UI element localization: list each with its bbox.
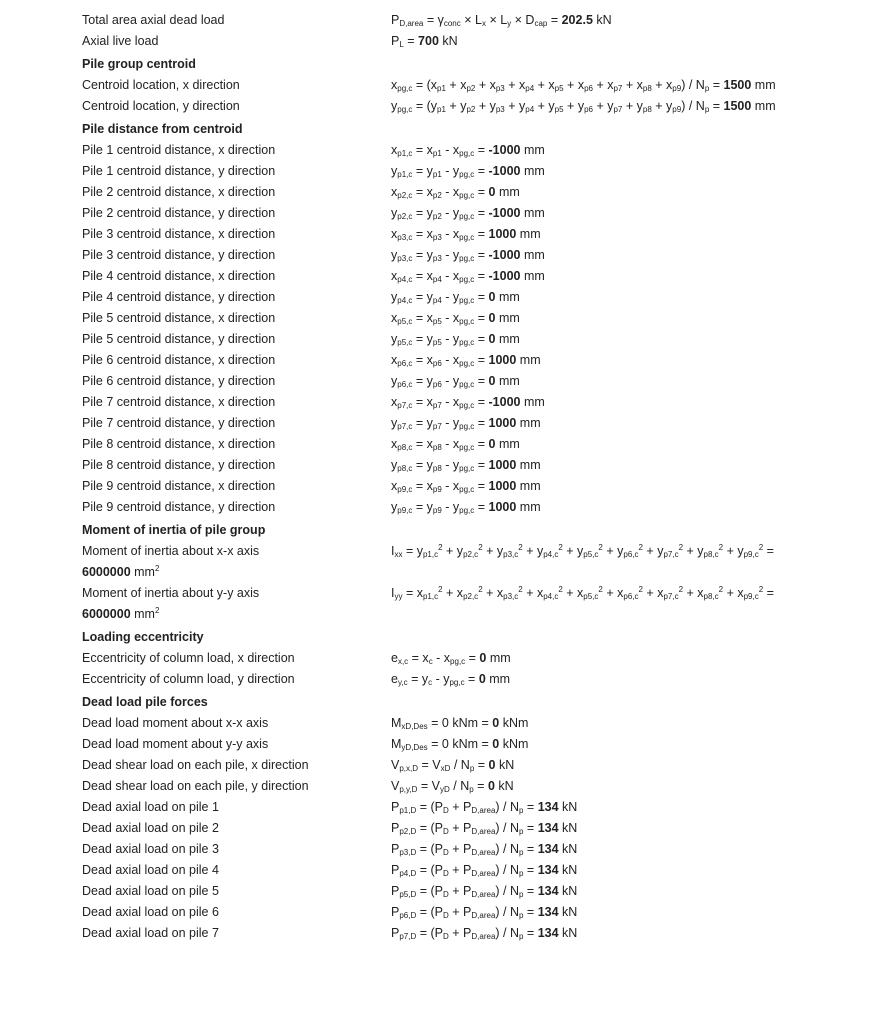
- calc-row: [0, 245, 888, 266]
- row-formula: $P_{p7,D} = (P_D + P_{D,area}) / N_p = 134$ kN: [391, 926, 578, 941]
- row-formula: $P_{p4,D} = (P_D + P_{D,area}) / N_p = 134$ kN: [391, 863, 578, 878]
- result-continuation: [0, 604, 888, 625]
- section-title: Pile group centroid: [82, 57, 196, 71]
- row-formula: $e_{x,c} = x_c - x_{pg,c} = 0$ mm: [391, 651, 511, 666]
- row-formula: $y_{p4,c} = y_{p4} - y_{pg,c} = 0$ mm: [391, 290, 520, 305]
- section-title: Moment of inertia of pile group: [82, 523, 266, 537]
- calc-row: [0, 881, 888, 902]
- row-label: Dead axial load on pile 6: [82, 905, 219, 919]
- row-formula: $y_{p8,c} = y_{p8} - y_{pg,c} = 1000$ mm: [391, 458, 541, 473]
- row-formula: $x_{p3,c} = x_{p3} - x_{pg,c} = 1000$ mm: [391, 227, 541, 242]
- calc-row: [0, 455, 888, 476]
- row-label: Pile 2 centroid distance, y direction: [82, 206, 276, 220]
- row-formula: $y_{p2,c} = y_{p2} - y_{pg,c} = -1000$ mm: [391, 206, 545, 221]
- row-label: Dead axial load on pile 1: [82, 800, 219, 814]
- calc-row: [0, 648, 888, 669]
- row-formula: $y_{p3,c} = y_{p3} - y_{pg,c} = -1000$ mm: [391, 248, 545, 263]
- row-formula: $V_{p,x,D} = V_{xD} / N_p = 0$ kN: [391, 758, 515, 773]
- calc-row: [0, 287, 888, 308]
- calc-row: [0, 541, 888, 562]
- row-label: Dead shear load on each pile, x direction: [82, 758, 309, 772]
- row-label: Pile 9 centroid distance, y direction: [82, 500, 276, 514]
- row-label: Pile 7 centroid distance, x direction: [82, 395, 276, 409]
- row-label: Moment of inertia about x-x axis: [82, 544, 260, 558]
- row-label: Dead load moment about x-x axis: [82, 716, 269, 730]
- row-label: Pile 2 centroid distance, x direction: [82, 185, 276, 199]
- row-formula: $V_{p,y,D} = V_{yD} / N_p = 0$ kN: [391, 779, 514, 794]
- row-formula: $x_{p5,c} = x_{p5} - x_{pg,c} = 0$ mm: [391, 311, 520, 326]
- row-formula: $x_{p6,c} = x_{p6} - x_{pg,c} = 1000$ mm: [391, 353, 541, 368]
- row-formula: $P_{p2,D} = (P_D + P_{D,area}) / N_p = 134$ kN: [391, 821, 578, 836]
- section-heading: [0, 692, 888, 713]
- row-formula: $P_{p3,D} = (P_D + P_{D,area}) / N_p = 134$ kN: [391, 842, 578, 857]
- row-formula: $y_{p9,c} = y_{p9} - y_{pg,c} = 1000$ mm: [391, 500, 541, 515]
- section-title: Dead load pile forces: [82, 695, 208, 709]
- row-label: Dead shear load on each pile, y direction: [82, 779, 309, 793]
- calc-row: [0, 371, 888, 392]
- row-formula: $P_L = 700$ kN: [391, 34, 458, 49]
- calc-row: [0, 203, 888, 224]
- row-label: Pile 1 centroid distance, x direction: [82, 143, 276, 157]
- calc-row: [0, 923, 888, 944]
- row-label: Dead axial load on pile 7: [82, 926, 219, 940]
- row-label: Pile 1 centroid distance, y direction: [82, 164, 276, 178]
- section-heading: [0, 520, 888, 541]
- row-formula: $P_{D,area} = \gamma_{conc} \times L_x \times L_y \times D_{cap} = 202.5$ kN: [391, 13, 612, 28]
- row-label: Centroid location, x direction: [82, 78, 240, 92]
- row-formula: $x_{p4,c} = x_{p4} - x_{pg,c} = -1000$ mm: [391, 269, 545, 284]
- section-title: Loading eccentricity: [82, 630, 204, 644]
- calc-row: [0, 755, 888, 776]
- calc-row: [0, 776, 888, 797]
- row-label: Moment of inertia about y-y axis: [82, 586, 260, 600]
- row-label: Dead load moment about y-y axis: [82, 737, 269, 751]
- calc-row: [0, 583, 888, 604]
- row-formula: $y_{p5,c} = y_{p5} - y_{pg,c} = 0$ mm: [391, 332, 520, 347]
- row-formula: $y_{p6,c} = y_{p6} - y_{pg,c} = 0$ mm: [391, 374, 520, 389]
- row-formula: $x_{p8,c} = x_{p8} - x_{pg,c} = 0$ mm: [391, 437, 520, 452]
- calc-row: [0, 31, 888, 52]
- calc-row: [0, 96, 888, 117]
- row-label: Pile 6 centroid distance, x direction: [82, 353, 276, 367]
- result-continuation: [0, 562, 888, 583]
- row-label: Pile 7 centroid distance, y direction: [82, 416, 276, 430]
- calc-row: [0, 669, 888, 690]
- row-label: Pile 4 centroid distance, x direction: [82, 269, 276, 283]
- row-formula: $y_{pg,c} = (y_{p1} + y_{p2} + y_{p3} + y_{p4} + y_{p5} + y_{p6} + y_{p7} + y_{p8} + y_{p9}) / N_p = 1500$ mm: [391, 99, 776, 114]
- row-formula: $y_{p7,c} = y_{p7} - y_{pg,c} = 1000$ mm: [391, 416, 541, 431]
- calc-row: [0, 497, 888, 518]
- calc-row: [0, 413, 888, 434]
- row-formula: $x_{p1,c} = x_{p1} - x_{pg,c} = -1000$ mm: [391, 143, 545, 158]
- calc-row: [0, 434, 888, 455]
- calc-row: [0, 266, 888, 287]
- calc-row: [0, 10, 888, 31]
- result-value: 6000000 $mm^2$: [82, 564, 160, 579]
- row-formula: $x_{p7,c} = x_{p7} - x_{pg,c} = -1000$ mm: [391, 395, 545, 410]
- calc-row: [0, 329, 888, 350]
- row-label: Dead axial load on pile 4: [82, 863, 219, 877]
- row-formula: $P_{p5,D} = (P_D + P_{D,area}) / N_p = 134$ kN: [391, 884, 578, 899]
- calc-row: [0, 902, 888, 923]
- calc-row: [0, 140, 888, 161]
- row-label: Pile 5 centroid distance, y direction: [82, 332, 276, 346]
- calc-row: [0, 392, 888, 413]
- row-label: Axial live load: [82, 34, 159, 48]
- row-label: Pile 3 centroid distance, y direction: [82, 248, 276, 262]
- row-label: Dead axial load on pile 3: [82, 842, 219, 856]
- row-formula: $e_{y,c} = y_c - y_{pg,c} = 0$ mm: [391, 672, 511, 687]
- calc-row: [0, 860, 888, 881]
- section-heading: [0, 119, 888, 140]
- section-heading: [0, 54, 888, 75]
- row-formula: $x_{p9,c} = x_{p9} - x_{pg,c} = 1000$ mm: [391, 479, 541, 494]
- section-heading: [0, 627, 888, 648]
- calc-row: [0, 818, 888, 839]
- calc-row: [0, 713, 888, 734]
- calc-row: [0, 476, 888, 497]
- row-formula: $x_{p2,c} = x_{p2} - x_{pg,c} = 0$ mm: [391, 185, 520, 200]
- result-value: 6000000 $mm^2$: [82, 606, 160, 621]
- row-formula: $M_{yD,Des} = 0$ kNm = 0 kNm: [391, 737, 529, 752]
- calc-row: [0, 350, 888, 371]
- row-label: Pile 4 centroid distance, y direction: [82, 290, 276, 304]
- row-label: Pile 5 centroid distance, x direction: [82, 311, 276, 325]
- section-title: Pile distance from centroid: [82, 122, 243, 136]
- row-label: Pile 8 centroid distance, y direction: [82, 458, 276, 472]
- row-label: Eccentricity of column load, x direction: [82, 651, 295, 665]
- row-formula: $y_{p1,c} = y_{p1} - y_{pg,c} = -1000$ mm: [391, 164, 545, 179]
- row-label: Pile 8 centroid distance, x direction: [82, 437, 276, 451]
- row-formula: $M_{xD,Des} = 0$ kNm = 0 kNm: [391, 716, 529, 731]
- calc-row: [0, 224, 888, 245]
- row-label: Pile 3 centroid distance, x direction: [82, 227, 276, 241]
- row-formula: $P_{p6,D} = (P_D + P_{D,area}) / N_p = 134$ kN: [391, 905, 578, 920]
- calc-row: [0, 308, 888, 329]
- row-label: Pile 9 centroid distance, x direction: [82, 479, 276, 493]
- calc-row: [0, 797, 888, 818]
- row-label: Eccentricity of column load, y direction: [82, 672, 295, 686]
- row-label: Total area axial dead load: [82, 13, 225, 27]
- calc-row: [0, 75, 888, 96]
- calc-row: [0, 734, 888, 755]
- row-label: Dead axial load on pile 5: [82, 884, 219, 898]
- row-formula: $P_{p1,D} = (P_D + P_{D,area}) / N_p = 134$ kN: [391, 800, 578, 815]
- row-formula: $x_{pg,c} = (x_{p1} + x_{p2} + x_{p3} + x_{p4} + x_{p5} + x_{p6} + x_{p7} + x_{p8} + x_{p9}) / N_p = 1500$ mm: [391, 78, 776, 93]
- calc-row: [0, 839, 888, 860]
- calc-row: [0, 182, 888, 203]
- row-formula: $I_{xx} = y_{p1,c}^2 + y_{p2,c}^2 + y_{p3,c}^2 + y_{p4,c}^2 + y_{p5,c}^2 + y_{p6,c}^2 + y_{p7,c}^2 + y_{p8,c}^2 + y_{p9,c}^2$ =: [391, 543, 774, 559]
- row-label: Pile 6 centroid distance, y direction: [82, 374, 276, 388]
- row-label: Dead axial load on pile 2: [82, 821, 219, 835]
- calc-row: [0, 161, 888, 182]
- row-formula: $I_{yy} = x_{p1,c}^2 + x_{p2,c}^2 + x_{p3,c}^2 + x_{p4,c}^2 + x_{p5,c}^2 + x_{p6,c}^2 + x_{p7,c}^2 + x_{p8,c}^2 + x_{p9,c}^2$ =: [391, 585, 774, 601]
- row-label: Centroid location, y direction: [82, 99, 240, 113]
